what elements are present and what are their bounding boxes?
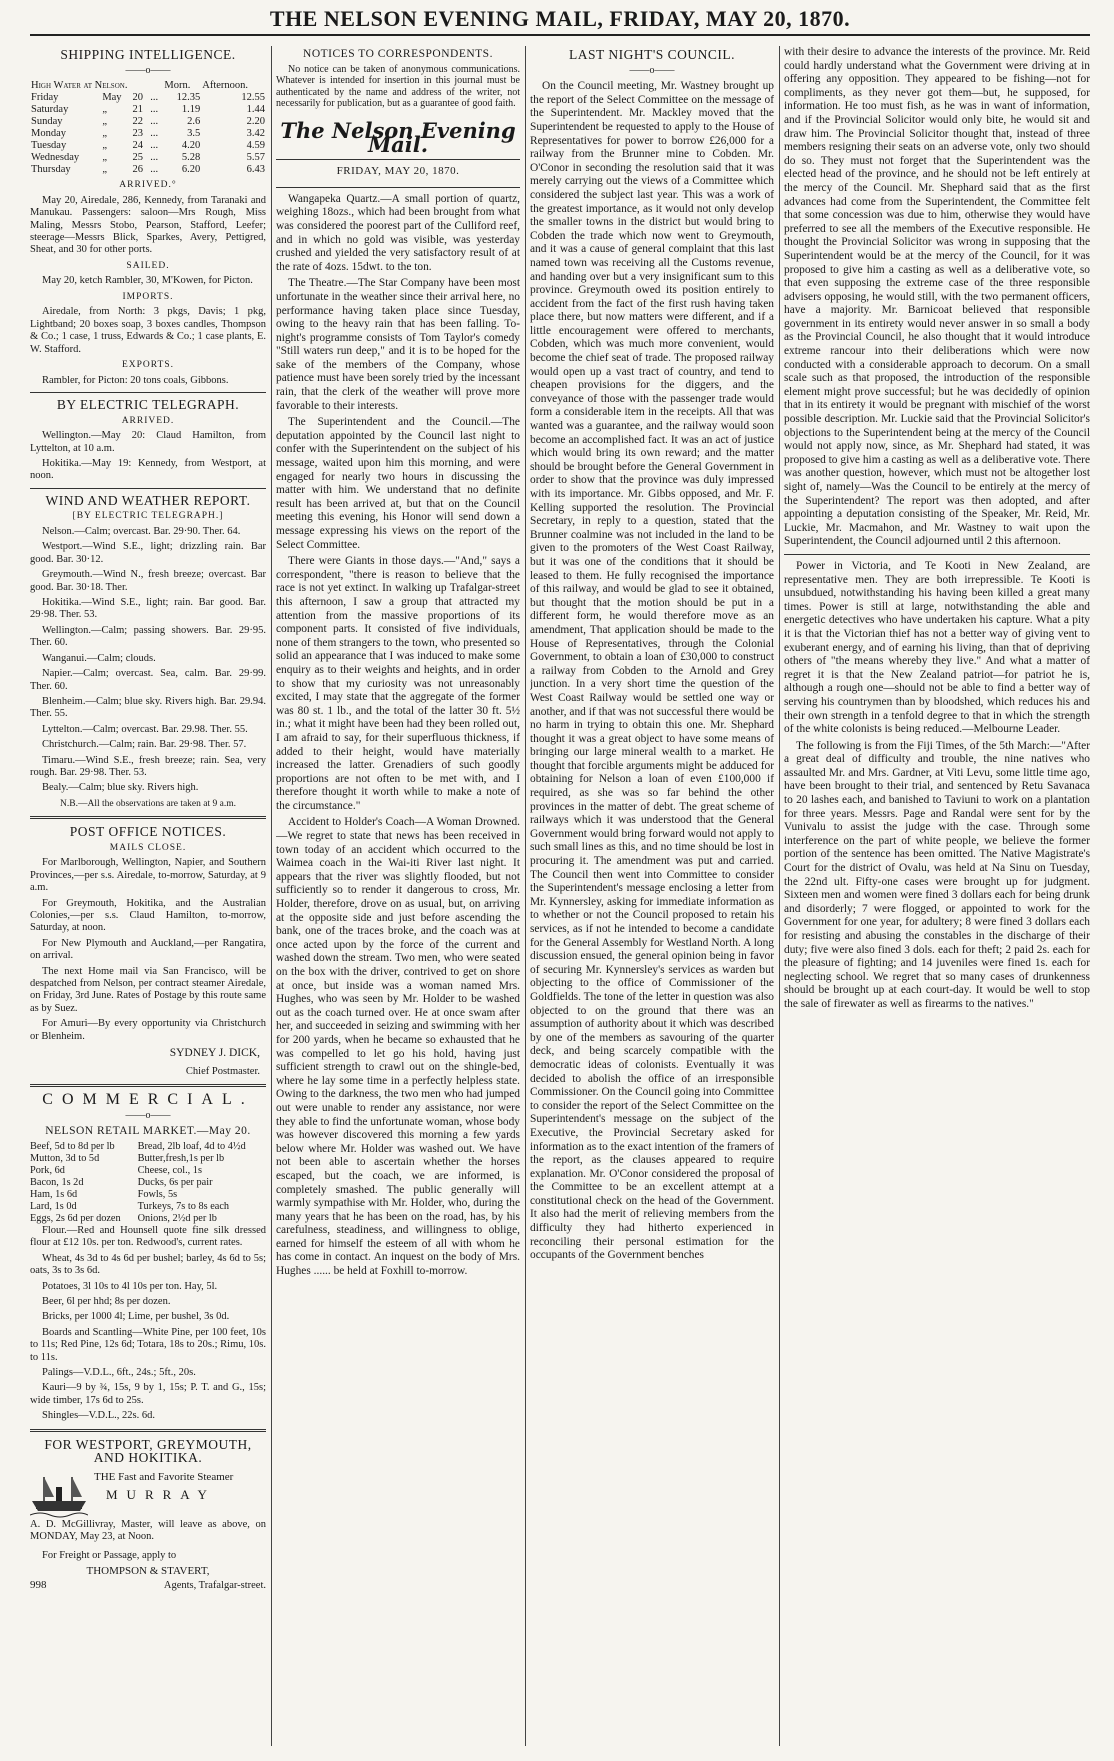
commercial-note: Kauri—9 by ¾, 15s, 9 by 1, 15s; P. T. and G., 15s; wide timber, 17s 6d to 25s. xyxy=(30,1382,266,1406)
tides-header-morn: Morn. xyxy=(164,80,191,92)
divider xyxy=(30,1429,266,1432)
tides-cell: „ xyxy=(102,128,107,140)
market-cell: Turkeys, 7s to 8s each xyxy=(137,1201,230,1212)
exports-text: Rambler, for Picton: 20 tons coals, Gibbons. xyxy=(42,374,229,386)
column-2 xyxy=(276,46,520,1746)
divider xyxy=(30,392,266,393)
inner-masthead: The Nelson Evening Mail. xyxy=(280,117,516,157)
advert-heading: FOR WESTPORT, GREYMOUTH, AND HOKITIKA. xyxy=(44,1436,252,1466)
commercial-note: Wheat, 4s 3d to 4s 6d per bushel; barley, 4s 6d to 5s; oats, 3s to 3s 6d. xyxy=(30,1252,266,1277)
telegraph-list xyxy=(30,430,266,483)
tides-cell: 24 xyxy=(132,140,144,152)
weather-item: Christchurch.—Calm; rain. Bar. 29·98. Ther. 57. xyxy=(42,739,247,751)
weather-note: N.B.—All the observations are taken at 9 a.m. xyxy=(60,798,236,809)
tides-cell: ... xyxy=(150,152,159,164)
tides-row xyxy=(30,152,266,164)
tides-row xyxy=(30,116,266,128)
ornament: ——o—— xyxy=(125,1109,171,1121)
tides-cell: 21 xyxy=(132,104,144,116)
tides-cell: 2.20 xyxy=(246,116,265,128)
market-heading: NELSON RETAIL MARKET.—May 20. xyxy=(45,1125,251,1138)
tides-cell: „ xyxy=(102,164,107,176)
tides-cell: 12.35 xyxy=(176,92,201,104)
market-cell: Ham, 1s 6d xyxy=(30,1189,78,1200)
tides-cell: 3.5 xyxy=(187,128,201,140)
ornament: ——o—— xyxy=(125,64,171,76)
weather-list xyxy=(30,526,266,795)
tides-cell: ... xyxy=(150,104,159,116)
weather-item: Hokitika.—Wind S.E., light; rain. Bar good. Bar. 29·98. Ther. 53. xyxy=(30,597,266,621)
weather-item: Nelson.—Calm; overcast. Bar. 29·90. Ther. 64. xyxy=(42,526,241,538)
divider xyxy=(276,187,520,188)
tides-header-row xyxy=(30,80,266,92)
news-paragraph: Accident to Holder's Coach—A Woman Drowned.—We regret to state that news has been received in town today of an accident which occurred to the Waimea coach in the Wai-iti River last night. It appears that the river was slightly flooded, but not sufficiently so to render it dangerous to cross, Mr. Holder, therefore, drove on as usual, but, on arriving at the opposite side and just before ascending the bank, one of the traces broke, and the coach was at once acted upon by the force of the current and washed down the stream. Two men, who were seated on the box with the driver, contrived to get on shore at once, but inside was a woman named Mrs. Hughes, who was seen by Mr. Holder to be washed out as the coach turned over. He at once swam after her, and succeeded in seizing and swimming with her for 200 yards, when he became so exhausted that he was compelled to let go his hold, having just sufficient strength to crawl out on the shingle-bed, where he lay some time in a perfectly helpless state. Owing to the darkness, the two men who had jumped out were unable to render any assistance, nor were they able to find the unfortunate woman, whose body was however discovered this morning a few yards below where Mr. Holder was washed out. We have not been able to ascertain whether the horses escaped, but the coach, we are informed, is completely smashed. The public generally will warmly sympathise with Mr. Holder, who, during the many years that he has been on the road, has, by his carefulness, steadiness, and willingness to oblige, earned for himself the esteem of all with whom he has come in contact. An inquest on the body of Mrs. Hughes ...... be held at Foxhill to-morrow. xyxy=(276,816,520,1278)
masthead-rule xyxy=(30,34,1090,36)
post-item: For Marlborough, Wellington, Napier, and Southern Provinces,—per s.s. Airedale, to-morrow, Saturday, at 9 a.m. xyxy=(30,857,266,894)
shipping-heading: SHIPPING INTELLIGENCE. xyxy=(60,47,236,62)
market-cell: Ducks, 6s per pair xyxy=(137,1177,213,1188)
sailed-label: SAILED. xyxy=(126,260,170,271)
power-article: Power in Victoria, and Te Kooti in New Zealand, are representative men. They are both irrepressible. Te Kooti is unsubdued, notwithstanding his having been killed a great many times. Power is still at large, notwithstanding the able and energetic detectives who have undertaken his capture. What a pity it is that the Victorian thief has not a better way of giving vent to exuberant energy, and of earning his living, than that of depriving others of "the means whereby they live." And what a matter of regret it is that the New Zealand patriot—for patriot he is, although a rough one—should not be able to find a better way of serving his countrymen than by bloodshed, which reduces his and their own strength in a tenfold degree to that in which the strength of the white colonists is being reduced.—Melbourne Leader. xyxy=(784,559,1090,736)
commercial-notes xyxy=(30,1225,266,1423)
tides-cell: 5.57 xyxy=(246,152,265,164)
news-paragraph: The Superintendent and the Council.—The deputation appointed by the Council last night to confer with the Superintendent on the subject of his message, waited upon him this morning, and were engaged for nearly two hours in discussing the matter with him. We understand that no definite result has been arrived at, but that on the Council meeting this evening, his Honor will send down a message expressing his views on the report of the Select Committee. xyxy=(276,416,520,551)
telegraph-item: Hokitika.—May 19: Kennedy, from Westport, at noon. xyxy=(30,458,266,482)
divider xyxy=(30,488,266,489)
tides-cell: ... xyxy=(150,164,159,176)
commercial-note: Boards and Scantling—White Pine, per 100 feet, 10s to 11s; Red Pine, 12s 6d; Totara, 18s to 20s.; Rimu, 10s. to 11s. xyxy=(30,1326,266,1363)
fiji-article: The following is from the Fiji Times, of the 5th March:—"After a great deal of difficulty and trouble, the nine natives who assaulted Mr. and Mrs. Gardner, at Viti Levu, some little time ago, have been brought to their trial, and sentenced by Retu Savanaca to 20 lashes each, and banished to Taviuni to work on a plantation for three years. Messrs. Page and Randal were sent for by the Vunivalu to assist the judge with the case. Through some interference on the part of white people, we believe the former portion of the sentence has been omitted. The Native Magistrate's Court for the district of Ovalu, was held at Na Sinu on Tuesday, the 22nd ult. Fifty-one cases were brought up for judgment. Sixteen men and women were fined 3 dollars each for being drunk and disorderly; 7 were flogged, or appointed to work for the Government for one year, for adultery; 8 were fined 3 dollars each for resisting and abusing the constables in the discharge of their duty; five were also fined 3 dols. each for theft; 2 paid 2s. each for the pleasure of fighting; and 14 juveniles were fined 1s. each for neglecting school. We regret that so many cases of drunkenness should be brought up at each court-day. It would be well to stop the sale of firewater as well as firearms to the natives." xyxy=(784,739,1090,1010)
tides-cell: 12.55 xyxy=(241,92,265,104)
market-row xyxy=(30,1165,266,1177)
tides-cell: „ xyxy=(102,140,107,152)
market-row xyxy=(30,1213,266,1225)
telegraph-heading: BY ELECTRIC TELEGRAPH. xyxy=(56,397,240,413)
tides-cell: „ xyxy=(102,104,107,116)
weather-item: Greymouth.—Wind N., fresh breeze; overcast. Bar good. Bar. 30·18. Ther. xyxy=(30,569,266,593)
tides-cell: 22 xyxy=(132,116,144,128)
weather-item: Wellington.—Calm; passing showers. Bar. 29·95. Ther. 60. xyxy=(30,624,266,649)
tides-row xyxy=(30,128,266,140)
commercial-note: Beer, 6l per hhd; 8s per dozen. xyxy=(42,1296,171,1308)
imports-label: IMPORTS. xyxy=(122,291,174,302)
tides-cell: Tuesday xyxy=(31,140,67,152)
news-paragraph: The Theatre.—The Star Company have been most unfortunate in the weather since their arrival here, no performance having taken place since Tuesday, owing to the heavy rain that has been falling. To-night's programme consists of Tom Taylor's comedy "Still waters run deep," and it is to be hoped for the sake of the members of the Company, whose patience must have been sorely tried by the incessant rain, that the clerk of the weather will prove more favorable to their interests. xyxy=(276,277,520,412)
market-cell: Onions, 2½d per lb xyxy=(137,1213,217,1224)
commercial-heading: COMMERCIAL. xyxy=(42,1091,254,1109)
exports-label: EXPORTS. xyxy=(121,360,175,371)
commercial-note: Shingles—V.D.L., 22s. 6d. xyxy=(42,1410,155,1422)
tides-cell: 26 xyxy=(132,164,144,176)
market-row xyxy=(30,1189,266,1201)
telegraph-arrived-label: ARRIVED. xyxy=(121,415,175,426)
commercial-note: Flour.—Red and Hounsell quote fine silk dressed flour at £12 10s. per ton. Redwood's, current rates. xyxy=(30,1225,266,1249)
column-divider xyxy=(779,46,780,1746)
weather-item: Wanganui.—Calm; clouds. xyxy=(42,652,156,664)
imports-text: Airedale, from North: 3 pkgs, Davis; 1 pkg, Lightband; 20 boxes soap, 3 boxes candles, Thompson & Co.; 1 case, 1 truss, Edwards & Co.; 1 case plants, E. W. Stafford. xyxy=(30,306,266,355)
tides-cell: 4.59 xyxy=(246,140,265,152)
ship-name: MURRAY xyxy=(106,1487,216,1503)
advert-freight: For Freight or Passage, apply to xyxy=(42,1549,177,1561)
arrived-text: May 20, Airedale, 286, Kennedy, from Taranaki and Manukau. Passengers: saloon—Mrs Rough, Miss Maling, Messrs Stobo, Pearson, Stafford, Leefer; steerage—Messrs Blick, Sparkes, Avery, Pettigred, Sheat, and 30 for other ports. xyxy=(30,194,266,256)
tides-cell: ... xyxy=(150,92,159,104)
mails-close-label: MAILS CLOSE. xyxy=(109,842,187,853)
post-item: For Amuri—By every opportunity via Christchurch or Blenheim. xyxy=(30,1018,266,1042)
ornament: ——o—— xyxy=(629,64,675,76)
tides-cell: 6.43 xyxy=(246,164,265,176)
market-cell: Lard, 1s 0d xyxy=(30,1201,77,1212)
tides-cell: Monday xyxy=(31,128,66,140)
weather-item: Westport.—Wind S.E., light; drizzling rain. Bar good. Bar. 30·12. xyxy=(30,541,266,565)
steamship-icon xyxy=(30,1471,88,1519)
divider xyxy=(276,159,520,160)
commercial-note: Palings—V.D.L., 6ft., 24s.; 5ft., 20s. xyxy=(42,1367,196,1379)
masthead-title: THE NELSON EVENING MAIL, FRIDAY, MAY 20, 1870. xyxy=(269,6,851,31)
tides-header-label: High Water at Nelson. xyxy=(31,80,128,92)
advert-agents-sub: Agents, Trafalgar-street. xyxy=(163,1579,266,1591)
tides-cell: 1.19 xyxy=(181,104,201,116)
advert-body: A. D. McGillivray, Master, will leave as above, on MONDAY, May 23, at Noon. xyxy=(30,1518,266,1543)
tides-cell: May xyxy=(102,92,122,104)
postmaster-signature: SYDNEY J. DICK, xyxy=(169,1047,260,1060)
notices-text: No notice can be taken of anonymous communications. Whatever is intended for insertion in this journal must be authenticated by the name and address of the writer, not necessarily for publication, but as a guarantee of good faith. xyxy=(276,63,520,110)
council-heading: LAST NIGHT'S COUNCIL. xyxy=(568,47,736,62)
post-item: For New Plymouth and Auckland,—per Rangatira, on arrival. xyxy=(30,937,266,962)
tides-row xyxy=(30,92,266,104)
tides-cell: 3.42 xyxy=(246,128,265,140)
tides-cell: Friday xyxy=(31,92,59,104)
market-cell: Beef, 5d to 8d per lb xyxy=(30,1141,115,1152)
weather-item: Lyttelton.—Calm; overcast. Bar. 29.98. Ther. 55. xyxy=(42,723,248,735)
market-table xyxy=(30,1141,266,1225)
tides-cell: „ xyxy=(102,116,107,128)
post-list xyxy=(30,857,266,1043)
tides-cell: 6.20 xyxy=(181,164,201,176)
tides-cell: 20 xyxy=(132,92,144,104)
column-divider xyxy=(525,46,526,1746)
tides-row xyxy=(30,164,266,176)
tides-row xyxy=(30,140,266,152)
advert-block xyxy=(30,1471,266,1519)
council-continued: with their desire to advance the interests of the province. Mr. Reid could hardly understand what the Government were driving at in offering any opposition. They appeared to be fishing—not for compliments, as they never got them—but, he supposed, for information. He too must fish, as he was in want of information, and if the Provincial Solicitor would only bite, he would sit and draw him. The Provincial Solicitor thought that, instead of three members resigning their seats on an adverse vote, only two should do so. They must not forget that the Superintendent was the elected head of the province, and he should not be left entirely at the mercy of the Council. Mr. Shephard said that as the first advances had come from the Superintendent, the Committee felt that some concession was due to him, otherwise they would have preferred to see all the members of the Executive responsible. He thought the Provincial Solicitor was wrong in supposing that the Superintendent would be at the mercy of the Council, for it was proposed to give him a casting as well as a deliberative vote, so that even supposing the extreme case of the three responsible advisers opposing, he would still, with the two permanent officers, have a majority. Mr. Barnicoat believed that responsible government in its entirety would never answer in so small a body as the Provincial Council, he also thought that it would introduce extreme rancour into their deliberations which were now conducted with a considerable approach to decorum. On a small scale such as that proposed, the introduction of the responsible element might prove successful; but he was decidedly of opinion that in its entirety it would be pregnant with mischief of the worst possible description. Mr. Luckie said that the Provincial Solicitor's objections to the Superintendent being at the mercy of the Council would not apply now, since, as Mr. Shephard had stated, it was proposed to give him a casting as well as a deliberative vote. There was another question, however, which must not be altogether lost sight of, namely—Was the Council to be entirely at the mercy of the Superintendent? The report was then adopted, and after appointing a deputation consisting of the Speaker, Mr. Reid, Mr. Luckie, Mr. Macmahon, and Mr. Wastney to wait upon the Superintendent, the Council adjourned until 2 this afternoon. xyxy=(784,46,1090,548)
advert-line1: THE Fast and Favorite Steamer xyxy=(94,1470,234,1483)
market-cell: Mutton, 3d to 5d xyxy=(30,1153,100,1164)
tides-cell: ... xyxy=(150,116,159,128)
postmaster-title: Chief Postmaster. xyxy=(185,1065,260,1077)
tides-cell: Saturday xyxy=(31,104,69,116)
tides-cell: Thursday xyxy=(31,164,71,176)
telegraph-item: Wellington.—May 20: Claud Hamilton, from Lyttelton, at 10 a.m. xyxy=(30,430,266,454)
column-4 xyxy=(784,46,1090,1746)
column-divider xyxy=(271,46,272,1746)
tides-cell: Wednesday xyxy=(31,152,80,164)
market-cell: Cheese, col., 1s xyxy=(137,1165,202,1176)
market-row xyxy=(30,1153,266,1165)
market-cell: Bacon, 1s 2d xyxy=(30,1177,84,1188)
notices-heading: NOTICES TO CORRESPONDENTS. xyxy=(303,48,493,60)
market-row xyxy=(30,1201,266,1213)
news-paragraph: There were Giants in those days.—"And," says a correspondent, "there is reason to believe that the race is not yet extinct. In walking up Trafalgar-street this afternoon, I saw a group that attracted my attention from the massive proportions of its component parts. It consisted of five individuals, none of them strangers to the town, who presented so solid an appearance that I was induced to make some enquiry as to their weights and heights, and in order to show that my curiosity was not unreasonably excited, I may state that the aggregate of the former was 80 st. 1 lb., and the total of the latter 30 ft. 5½ in.; what it might have been had they been rolled out, I am afraid to say, for their superfluous thickness, if added to their height, would have materially increased the latter. Grenadiers of such goodly proportions are not often to be met with, and I therefore thought it worth while to make a note of the circumstance." xyxy=(276,555,520,812)
sailed-text: May 20, ketch Rambler, 30, M'Kowen, for Picton. xyxy=(42,275,253,287)
tides-cell: 4.20 xyxy=(181,140,201,152)
council-text: On the Council meeting, Mr. Wastney brought up the report of the Select Committee on the message of the Superintendent. Mr. Mackley moved that the Superintendent be requested to apply to the House of Representatives for power to borrow £26,000 for a railway from the Brunner mine to Cobden. Mr. O'Conor in seconding the resolution said that it was merely carrying out the views of a Committee which considered the subject last year. This was a work of the greatest importance, as it would not only develop the smaller towns in the district but would bring to Cobden the trade which now went to Greymouth, and it was a cause of general complaint that this last named town was receiving all the Customs revenue, and handing over but a very insignificant sum to this province. Greymouth owed its position entirely to accident from the fact of the first rush having taken place there, but now matters were different, and if a little encouragement were offered to merchants, Cobden, which was much more convenient, would become the chief seat of trade. The proposed railway would open up a vast tract of country, and tend to cheapen provisions for the diggers, and the conveyance of those with the passenger trade would form a considerable item in the receipts. All that was wanted was a guarantee, and the railway would soon become an accomplished fact. It was an act of justice which would bring its own reward; and the matter should be brought before the General Government in order to show that the province was duly impressed with its importance. Mr. Gibbs opposed, and Mr. F. Kelling supported the resolution. The Provincial Secretary, in reply to a question, stated that the Brunner coalmine was not included in the land to be given to the promoters of the West Coast Railway, but it was one of the conditions that it should be leased to them. He fully recognised the importance of this railway, and would be glad to see it obtained, but thought that the motion should be put in a different form, he would therefore move as an amendment, That application should be made to the House of Representatives, through the Colonial Government, to obtain a loan of £30,000 to construct a railway from Cobden to the Arnold and Grey junction. In a very short time the question of the West Coast Railway would be settled one way or another, and if that was not successful there would be no harm in trying to obtain this one. Mr. Shephard thought it was a great object to have some means of bringing our large mineral wealth to a market. He thought that forcible arguments might be adduced for obtaining for Nelson a loan of even £100,000 if required, as she was so far behind the other provinces in the matter of debt. The great scheme of railways which it was understood that the General Government would bring forward would not apply to such small lines as this, and no time should be lost in procuring it. The amendment was put and carried. The Council then went into Committee to consider the Superintendent's message enclosing a letter from Mr. Kynnersley, asking for immediate information as to whether or not the Council proposed to retain his services, as if not he intended to become a candidate for the General Assembly for Westland North. A long discussion ensued, the general opinion being in favor of securing Mr. Kynnersley's services as warden but objecting to the office of Commissioner of the Goldfields. The tone of the letter in question was also objected to on the ground that there was an assumption of authority about it which was described by one of the members as savouring of the quarter deck, and being scarcely compatible with the democratic ideas of colonists. Eventually it was decided to abolish the office of an irresponsible Commissioner. On the Council going into Committee to consider the report of the Select Committee on the Superintendent's message on the subject of the Executive, the Provincial Secretary asked for information as to the exact intention of the framers of the report, as the clauses appeared to require explanation. Mr. O'Conor considered the proposal of the Committee to be an excellent attempt at a constitutional check on the head of the Government. It also had the merit of relieving members from the difficulty they had hitherto experienced in reconciling their personal estimation for the occupants of the Government benches xyxy=(530,80,774,1262)
market-cell: Eggs, 2s 6d per dozen xyxy=(30,1213,121,1224)
weather-item: Bealy.—Calm; blue sky. Rivers high. xyxy=(42,782,199,794)
weather-heading: WIND AND WEATHER REPORT. xyxy=(45,492,251,508)
tides-header-afternoon: Afternoon. xyxy=(202,80,249,92)
post-item: For Greymouth, Hokitika, and the Australian Colonies,—per s.s. Claud Hamilton, to-morrow, Saturday, at noon. xyxy=(30,897,266,934)
tides-row xyxy=(30,104,266,116)
weather-sub: [BY ELECTRIC TELEGRAPH.] xyxy=(72,511,224,522)
tides-cell: 25 xyxy=(132,152,144,164)
post-office-heading: POST OFFICE NOTICES. xyxy=(69,824,227,840)
weather-item: Blenheim.—Calm; blue sky. Rivers high. Bar. 29.94. Ther. 55. xyxy=(30,695,266,720)
market-cell: Pork, 6d xyxy=(30,1165,65,1176)
tides-cell: ... xyxy=(150,128,159,140)
local-news xyxy=(276,193,520,1279)
tides-cell: 2.6 xyxy=(187,116,201,128)
tides-cell: Sunday xyxy=(31,116,63,128)
divider xyxy=(30,1084,266,1087)
advert-number: 998 xyxy=(30,1578,47,1591)
weather-item: Napier.—Calm; overcast. Sea, calm. Bar. 29·99. Ther. 60. xyxy=(30,668,266,692)
arrived-label: ARRIVED.° xyxy=(119,180,177,191)
market-row xyxy=(30,1141,266,1153)
post-item: The next Home mail via San Francisco, will be despatched from Nelson, per contract steamer Airedale, on Friday, 3rd June. Rates of Postage by this route same as by Suez. xyxy=(30,965,266,1014)
tides-cell: ... xyxy=(150,140,159,152)
advert-agents: THOMPSON & STAVERT, xyxy=(86,1565,210,1578)
tides-cell: 23 xyxy=(132,128,144,140)
commercial-note: Potatoes, 3l 10s to 4l 10s per ton. Hay, 5l. xyxy=(42,1280,218,1292)
tides-cell: 5.28 xyxy=(181,152,201,164)
column-1 xyxy=(30,46,266,1746)
divider xyxy=(784,554,1090,555)
weather-item: Timaru.—Wind S.E., fresh breeze; rain. Sea, very rough. Bar. 29·98. Ther. 53. xyxy=(30,754,266,778)
news-paragraph: Wangapeka Quartz.—A small portion of quartz, weighing 18ozs., which had been brought from what was considered the poorest part of the Culliford reef, and in which no gold was visible, was yesterday crushed and yielded the very satisfactory result of at the rate of 4ozs. 15dwt. to the ton. xyxy=(276,192,520,273)
tides-table xyxy=(30,80,266,176)
market-cell: Fowls, 5s xyxy=(137,1189,178,1200)
market-cell: Bread, 2lb loaf, 4d to 4½d xyxy=(137,1141,246,1152)
market-row xyxy=(30,1177,266,1189)
inner-dateline: FRIDAY, MAY 20, 1870. xyxy=(336,165,460,178)
tides-cell: „ xyxy=(102,152,107,164)
column-3 xyxy=(530,46,774,1746)
commercial-note: Bricks, per 1000 4l; Lime, per bushel, 3s 0d. xyxy=(42,1311,230,1323)
divider xyxy=(30,816,266,819)
tides-cell: 1.44 xyxy=(246,104,265,116)
market-cell: Butter,fresh,1s per lb xyxy=(137,1153,225,1164)
